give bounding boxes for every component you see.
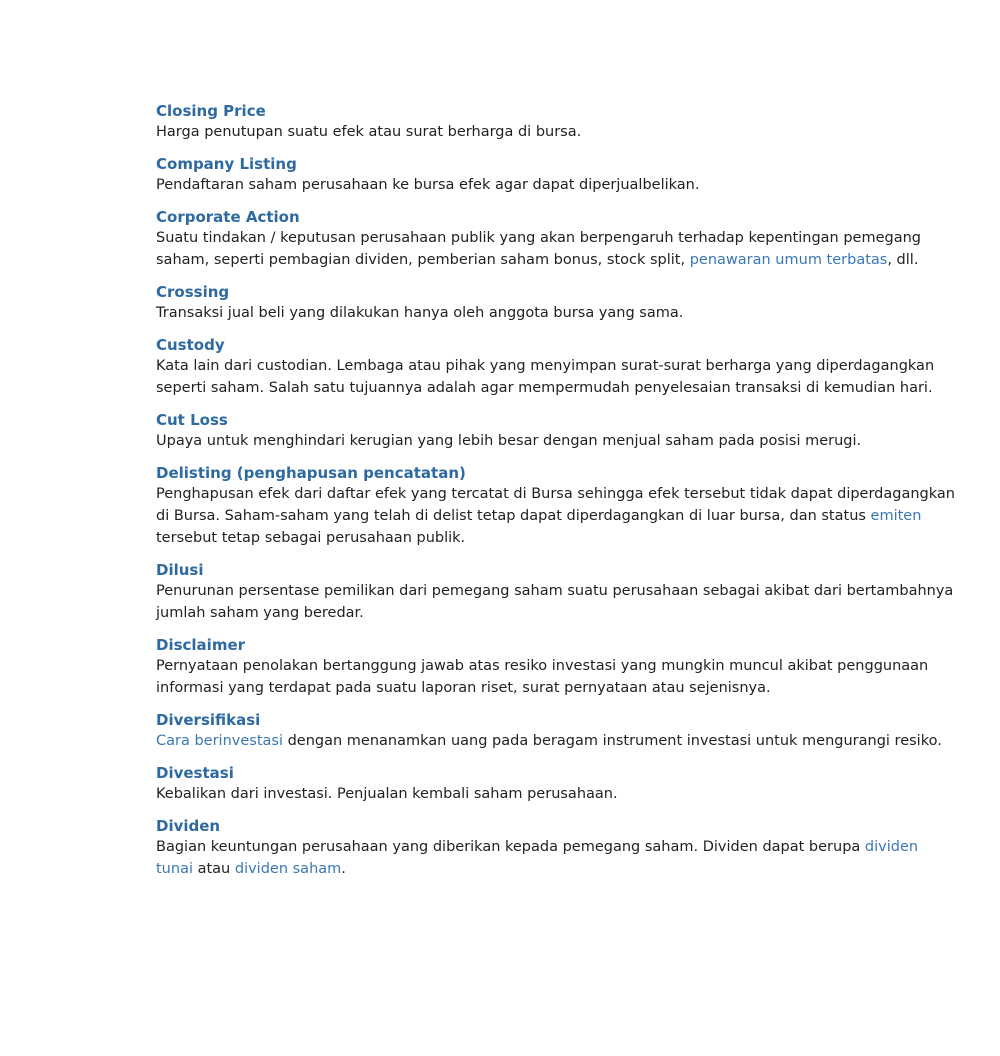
definition-text: . xyxy=(341,861,346,877)
definition-text: Suatu tindakan / keputusan perusahaan publik yang akan berpengaruh terhadap kepentingan pemegang saham, seperti pembagian dividen, pemberian saham bonus, stock split, xyxy=(156,230,922,268)
glossary-link[interactable]: penawaran umum terbatas xyxy=(689,252,888,268)
definition-text: tersebut tetap sebagai perusahaan publik. xyxy=(156,530,466,546)
glossary-term: Corporate Action xyxy=(156,208,300,226)
definition-text: Penurunan persentase pemilikan dari pemegang saham suatu perusahaan sebagai akibat dari bertambahnya jumlah saham yang beredar. xyxy=(156,583,954,621)
glossary-entry xyxy=(156,764,956,805)
glossary-entry xyxy=(156,208,956,271)
glossary-link[interactable]: dividen saham xyxy=(234,861,342,877)
glossary-entry xyxy=(156,411,956,452)
definition-text: Upaya untuk menghindari kerugian yang lebih besar dengan menjual saham pada posisi merugi. xyxy=(156,433,862,449)
definition-text: Transaksi jual beli yang dilakukan hanya oleh anggota bursa yang sama. xyxy=(156,305,684,321)
glossary-term: Diversifikasi xyxy=(156,711,261,729)
glossary-entry xyxy=(156,711,956,752)
glossary-term: Divestasi xyxy=(156,764,234,782)
definition-text: Kata lain dari custodian. Lembaga atau pihak yang menyimpan surat-surat berharga yang diperdagangkan seperti saham. Salah satu tujuannya adalah agar mempermudah penyelesaian transaksi di kemudian hari. xyxy=(156,358,935,396)
definition-text: Pernyataan penolakan bertanggung jawab atas resiko investasi yang mungkin muncul akibat penggunaan informasi yang terdapat pada suatu laporan riset, surat pernyataan atau sejenisnya. xyxy=(156,658,929,696)
glossary-definition xyxy=(156,580,956,624)
glossary-definition xyxy=(156,227,956,271)
glossary-term: Company Listing xyxy=(156,155,297,173)
glossary-definition xyxy=(156,483,956,549)
definition-text: Harga penutupan suatu efek atau surat berharga di bursa. xyxy=(156,124,582,140)
glossary-definition xyxy=(156,121,956,143)
glossary-definition xyxy=(156,730,956,752)
glossary-definition xyxy=(156,836,956,880)
glossary-term: Closing Price xyxy=(156,102,266,120)
glossary-entry xyxy=(156,336,956,399)
glossary-entry xyxy=(156,464,956,549)
definition-text: Kebalikan dari investasi. Penjualan kembali saham perusahaan. xyxy=(156,786,618,802)
glossary-term: Custody xyxy=(156,336,225,354)
glossary-term: Dividen xyxy=(156,817,221,835)
glossary-entry xyxy=(156,283,956,324)
glossary-term: Crossing xyxy=(156,283,230,301)
glossary-entry xyxy=(156,155,956,196)
definition-text: atau xyxy=(192,861,235,877)
glossary-list xyxy=(156,102,956,892)
glossary-entry xyxy=(156,636,956,699)
definition-text: , dll. xyxy=(887,252,919,268)
glossary-link[interactable]: Cara berinvestasi xyxy=(156,733,283,749)
glossary-definition xyxy=(156,655,956,699)
definition-text: Bagian keuntungan perusahaan yang diberikan kepada pemegang saham. Dividen dapat berupa xyxy=(156,839,865,855)
glossary-entry xyxy=(156,817,956,880)
glossary-link[interactable]: dividen tunai xyxy=(156,839,919,877)
definition-text: dengan menanamkan uang pada beragam instrument investasi untuk mengurangi resiko. xyxy=(282,733,942,749)
glossary-definition xyxy=(156,302,956,324)
glossary-definition xyxy=(156,174,956,196)
glossary-entry xyxy=(156,561,956,624)
glossary-definition xyxy=(156,430,956,452)
glossary-link[interactable]: emiten xyxy=(870,508,922,524)
glossary-definition xyxy=(156,355,956,399)
glossary-term: Cut Loss xyxy=(156,411,228,429)
glossary-term: Dilusi xyxy=(156,561,204,579)
glossary-entry xyxy=(156,102,956,143)
glossary-term: Delisting (penghapusan pencatatan) xyxy=(156,464,466,482)
glossary-term: Disclaimer xyxy=(156,636,246,654)
definition-text: Penghapusan efek dari daftar efek yang tercatat di Bursa sehingga efek tersebut tidak dapat diperdagangkan di Bursa. Saham-saham yang telah di delist tetap dapat diperdagangkan di luar bursa, dan status xyxy=(156,486,955,524)
glossary-definition xyxy=(156,783,956,805)
definition-text: Pendaftaran saham perusahaan ke bursa efek agar dapat diperjualbelikan. xyxy=(156,177,700,193)
